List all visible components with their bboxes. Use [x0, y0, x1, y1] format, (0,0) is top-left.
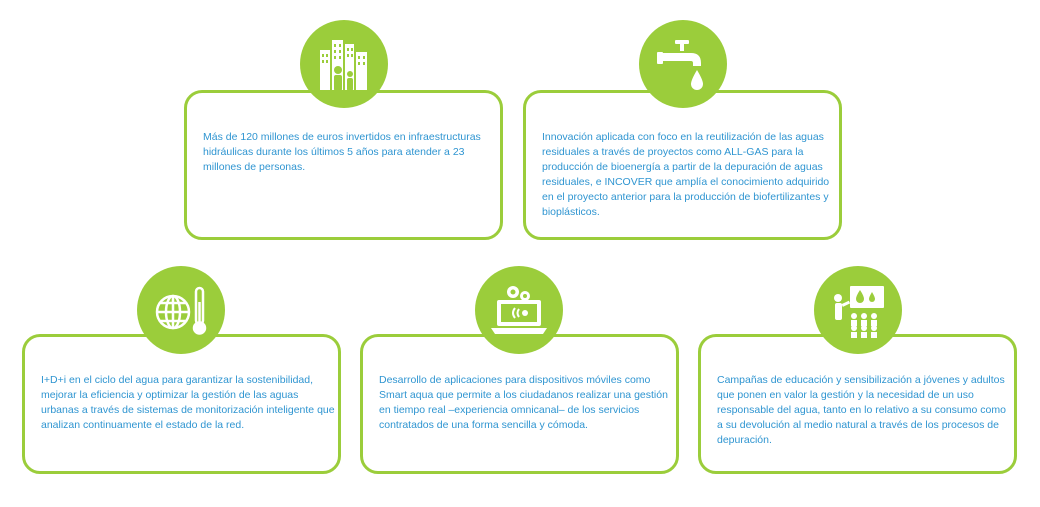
laptop-gears-icon [475, 266, 563, 354]
card-apps [360, 334, 679, 474]
city-people-icon [300, 20, 388, 108]
classroom-presentation-icon [814, 266, 902, 354]
card-infrastructure [184, 90, 503, 240]
card-rdi [22, 334, 341, 474]
card-text: Innovación aplicada con foco en la reutilización de las aguas residuales a través de proyectos como ALL-GAS para la producción de bioenergía a partir de la depuración de aguas residuales, e INCOVER que amplía el conocimiento adquirido en el proyecto anterior para la producción de biofertilizantes y bioplásticos. [542, 131, 830, 218]
faucet-drop-icon [639, 20, 727, 108]
card-text: Desarrollo de aplicaciones para dispositivos móviles como Smart aqua que permite a los ciudadanos realizar una gestión en tiempo real –experiencia omnicanal– de los servicios contratados de una forma sencilla y cómoda. [379, 374, 668, 431]
card-innovation [523, 90, 842, 240]
card-education [698, 334, 1017, 474]
card-text: Campañas de educación y sensibilización a jóvenes y adultos que ponen en valor la gestión y la necesidad de un uso responsable del agua, tanto en lo relativo a su consumo como a su devolución al medio natural a través de los procesos de depuración. [717, 374, 1006, 446]
globe-thermometer-icon [137, 266, 225, 354]
card-text: I+D+i en el ciclo del agua para garantizar la sostenibilidad, mejorar la eficiencia y optimizar la gestión de las aguas urbanas a través de sistemas de monitorización inteligente que analizan continuamente el estado de la red. [41, 374, 335, 431]
card-text: Más de 120 millones de euros invertidos en infraestructuras hidráulicas durante los últimos 5 años para atender a 23 millones de personas. [203, 131, 481, 173]
